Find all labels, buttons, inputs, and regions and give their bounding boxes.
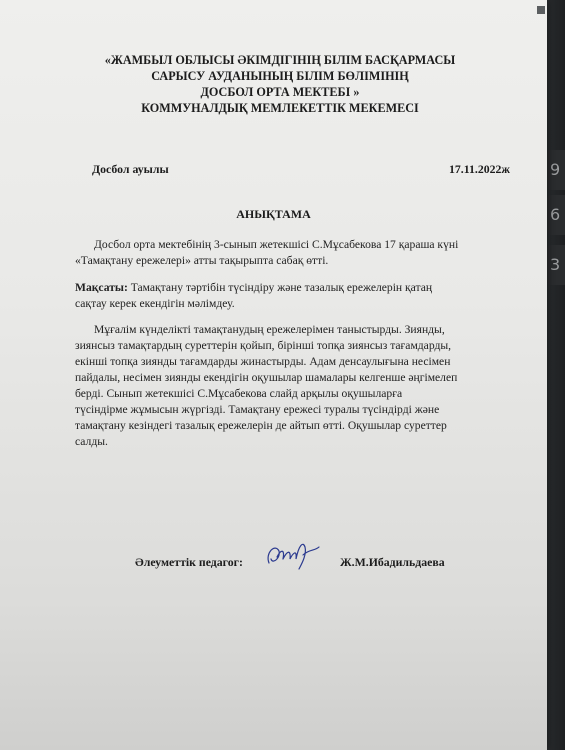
text-line: «Тамақтану ережелері» атты тақырыпта сабақ өтті.: [75, 254, 329, 267]
paragraph-body: [75, 322, 507, 450]
corner-mark: [537, 6, 545, 14]
text-line: тамақтану кезіндегі тазалық ережелерін де айтып өтті. Оқушылар суреттер: [75, 419, 447, 432]
text-line: түсіндірме жұмысын жүргізді. Тамақтану ережесі туралы түсіндірді және: [75, 403, 440, 416]
header-line: КОММУНАЛДЫҚ МЕМЛЕКЕТТІК МЕКЕМЕСІ: [141, 101, 419, 115]
handwritten-signature: [263, 535, 323, 575]
document-title: АНЫҚТАМА: [236, 207, 311, 221]
institution-header: [40, 52, 520, 116]
signatory-role: Әлеуметтік педагог:: [135, 555, 243, 569]
place-name: Досбол ауылы: [92, 162, 169, 176]
goal-text: Тамақтану тәртібін түсіндіру және тазалық ережелерін қатаң: [127, 281, 433, 294]
text-line: пайдалы, несімен зиянды екендігін оқушылар шамалары келгенше әңгімелеп: [75, 371, 458, 384]
text-line: екінші топқа зиянды тағамдарды жинастырды. Адам денсаулығына несімен: [75, 355, 451, 368]
signatory-name: Ж.М.Ибадильдаева: [340, 555, 445, 569]
paragraph-intro: [75, 237, 507, 269]
text-line: [75, 280, 507, 296]
keyboard-key: 9: [547, 150, 565, 190]
document-date: 17.11.2022ж: [449, 162, 510, 176]
text-line: зиянсыз тамақтардың суреттерін қойып, бірінші топқа зиянсыз тағамдарды,: [75, 339, 452, 352]
keyboard-key: 3: [547, 245, 565, 285]
goal-label: Мақсаты:: [75, 281, 128, 294]
keyboard-key: 6: [547, 195, 565, 235]
header-line: «ЖАМБЫЛ ОБЛЫСЫ ӘКІМДІГІНІҢ БІЛІМ БАСҚАРМАСЫ: [104, 53, 456, 67]
text-line: салды.: [75, 435, 108, 448]
text-line: Мұғалім күнделікті тамақтанудың ережелерімен таныстырды. Зиянды,: [94, 323, 445, 336]
text-line: Досбол орта мектебінің 3-сынып жетекшісі С.Мұсабекова 17 қараша күні: [94, 238, 459, 251]
header-line: САРЫСУ АУДАНЫНЫҢ БІЛІМ БӨЛІМІНІҢ: [151, 69, 409, 83]
text-line: берді. Сынып жетекшісі С.Мұсабекова слайд арқылы оқушыларға: [75, 387, 403, 400]
header-line: ДОСБОЛ ОРТА МЕКТЕБІ »: [200, 85, 360, 99]
text-line: сақтау керек екендігін мәлімдеу.: [75, 297, 235, 310]
paragraph-goal: [75, 280, 507, 312]
